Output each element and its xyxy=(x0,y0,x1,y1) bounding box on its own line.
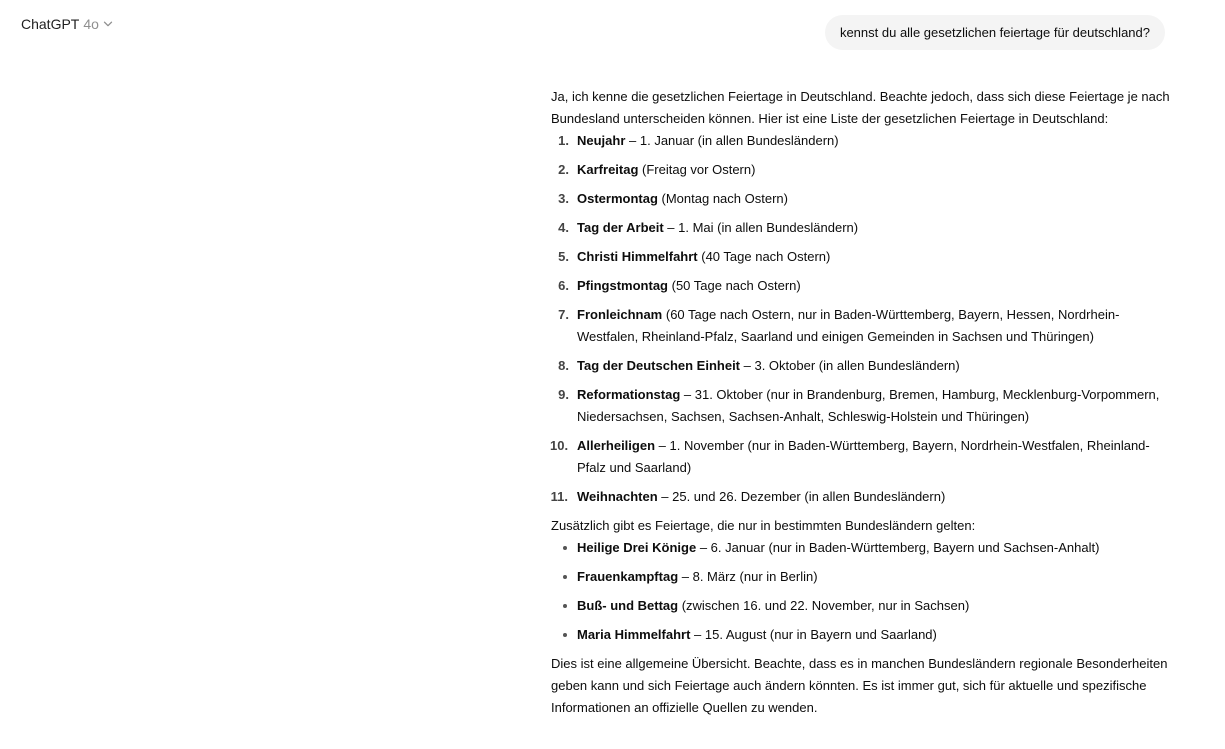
holiday-name: Maria Himmelfahrt xyxy=(577,627,691,642)
model-name: ChatGPT xyxy=(21,16,80,32)
model-version: 4o xyxy=(83,16,99,32)
list-number: 5. xyxy=(558,249,569,264)
list-item xyxy=(551,355,1171,377)
list-number: 2. xyxy=(558,162,569,177)
holiday-detail: – 31. Oktober (nur in Brandenburg, Bremen, Hamburg, Mecklenburg-Vorpommern, Niedersachsen, Sachsen, Sachsen-Anhalt, Schleswig-Holstein und Thüringen) xyxy=(577,387,1160,424)
holiday-name: Ostermontag xyxy=(577,191,658,206)
list-number: 11. xyxy=(550,489,568,504)
holiday-name: Allerheiligen xyxy=(577,438,656,453)
list-number: 9. xyxy=(558,387,569,402)
model-selector[interactable] xyxy=(21,14,113,34)
holiday-detail: (60 Tage nach Ostern, nur in Baden-Württemberg, Bayern, Hessen, Nordrhein-Westfalen, Rheinland-Pfalz, Saarland und einigen Gemeinden in Sachsen und Thüringen) xyxy=(577,307,1120,344)
holiday-detail: – 1. Januar (in allen Bundesländern) xyxy=(625,133,839,148)
holiday-detail: (zwischen 16. und 22. November, nur in Sachsen) xyxy=(678,598,970,613)
extra-holiday-list xyxy=(551,537,1171,646)
holiday-detail: (40 Tage nach Ostern) xyxy=(697,249,831,264)
list-item xyxy=(551,624,1171,646)
holiday-detail: (50 Tage nach Ostern) xyxy=(668,278,801,293)
holiday-name: Pfingstmontag xyxy=(577,278,668,293)
holiday-detail: – 15. August (nur in Bayern und Saarland) xyxy=(690,627,937,642)
user-message-text: kennst du alle gesetzlichen feiertage für deutschland? xyxy=(839,25,1150,40)
holiday-detail: – 1. Mai (in allen Bundesländern) xyxy=(663,220,859,235)
holiday-detail: – 8. März (nur in Berlin) xyxy=(678,569,818,584)
holiday-name: Heilige Drei Könige xyxy=(577,540,697,555)
holiday-name: Christi Himmelfahrt xyxy=(577,249,698,264)
list-number: 3. xyxy=(558,191,569,206)
holiday-name: Buß- und Bettag xyxy=(577,598,679,613)
holiday-name: Weihnachten xyxy=(577,489,658,504)
holiday-detail: – 25. und 26. Dezember (in allen Bundesländern) xyxy=(657,489,946,504)
list-item xyxy=(551,304,1171,348)
list-item xyxy=(551,384,1171,428)
list-item xyxy=(551,566,1171,588)
list-number: 6. xyxy=(558,278,569,293)
holiday-name: Reformationstag xyxy=(577,387,681,402)
list-item xyxy=(551,188,1171,210)
holiday-name: Tag der Arbeit xyxy=(577,220,664,235)
user-message-bubble xyxy=(825,15,1165,50)
response-intro: Ja, ich kenne die gesetzlichen Feiertage in Deutschland. Beachte jedoch, dass sich diese Feiertage je nach Bundesland unterscheiden können. Hier ist eine Liste der gesetzlichen Feiertage in Deutschland: xyxy=(551,89,1170,126)
holiday-name: Fronleichnam xyxy=(577,307,663,322)
holiday-detail: – 3. Oktober (in allen Bundesländern) xyxy=(740,358,960,373)
holiday-name: Karfreitag xyxy=(577,162,639,177)
list-item xyxy=(551,217,1171,239)
list-number: 8. xyxy=(558,358,569,373)
list-item xyxy=(551,130,1171,152)
holiday-detail: (Montag nach Ostern) xyxy=(657,191,788,206)
list-item xyxy=(551,435,1171,479)
holiday-detail: (Freitag vor Ostern) xyxy=(638,162,756,177)
list-item xyxy=(551,159,1171,181)
list-item xyxy=(551,246,1171,268)
list-number: 4. xyxy=(558,220,569,235)
holiday-name: Neujahr xyxy=(577,133,626,148)
list-number: 10. xyxy=(550,438,569,453)
list-item xyxy=(551,486,1171,508)
list-item xyxy=(551,595,1171,617)
list-item xyxy=(551,537,1171,559)
holiday-detail: – 1. November (nur in Baden-Württemberg, Bayern, Nordrhein-Westfalen, Rheinland-Pfalz und Saarland) xyxy=(577,438,1150,475)
list-number: 1. xyxy=(558,133,569,148)
extra-holidays-intro: Zusätzlich gibt es Feiertage, die nur in bestimmten Bundesländern gelten: xyxy=(551,518,976,533)
chevron-down-icon xyxy=(103,19,113,29)
holiday-detail: – 6. Januar (nur in Baden-Württemberg, Bayern und Sachsen-Anhalt) xyxy=(696,540,1100,555)
response-closing: Dies ist eine allgemeine Übersicht. Beachte, dass es in manchen Bundesländern regionale Besonderheiten geben kann und sich Feiertage auch ändern könnten. Es ist immer gut, sich für aktuelle und spezifische Informationen an offizielle Quellen zu wenden. xyxy=(551,656,1168,715)
assistant-response xyxy=(551,86,1171,719)
list-number: 7. xyxy=(558,307,569,322)
holiday-name: Tag der Deutschen Einheit xyxy=(577,358,741,373)
holiday-name: Frauenkampftag xyxy=(577,569,679,584)
holiday-list xyxy=(551,130,1171,508)
list-item xyxy=(551,275,1171,297)
